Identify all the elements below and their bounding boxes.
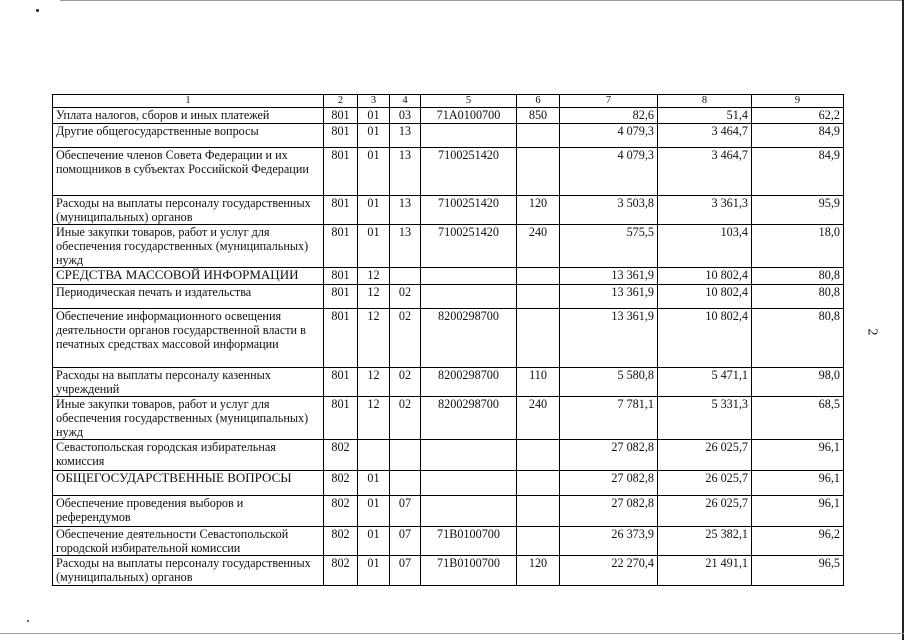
row-ispolneno: 3 464,7 (658, 124, 752, 148)
row-ispolneno: 10 802,4 (658, 309, 752, 368)
row-vr (517, 148, 560, 196)
row-name: Периодическая печать и издательства (53, 285, 324, 309)
row-name: СРЕДСТВА МАССОВОЙ ИНФОРМАЦИИ (53, 268, 324, 285)
row-podrazdel: 07 (390, 527, 421, 556)
table-row (53, 527, 844, 556)
row-razdel: 01 (358, 148, 390, 196)
row-podrazdel: 13 (390, 148, 421, 196)
row-procent: 98,0 (752, 368, 844, 397)
row-vedomstvo: 801 (324, 285, 358, 309)
row-vedomstvo: 801 (324, 148, 358, 196)
column-header: 9 (752, 95, 844, 108)
row-plan: 82,6 (560, 108, 658, 124)
row-razdel: 01 (358, 108, 390, 124)
scan-edge-right (902, 0, 904, 640)
row-csr: 71В0100700 (421, 527, 517, 556)
row-podrazdel (390, 440, 421, 471)
row-razdel: 01 (358, 556, 390, 586)
row-procent: 96,1 (752, 471, 844, 496)
row-vr (517, 309, 560, 368)
row-vedomstvo: 801 (324, 268, 358, 285)
row-csr (421, 440, 517, 471)
row-vedomstvo: 802 (324, 527, 358, 556)
row-csr (421, 285, 517, 309)
row-plan: 575,5 (560, 225, 658, 268)
row-podrazdel: 02 (390, 397, 421, 440)
row-razdel: 12 (358, 397, 390, 440)
row-name: Уплата налогов, сборов и иных платежей (53, 108, 324, 124)
column-header: 6 (517, 95, 560, 108)
row-name: Расходы на выплаты персоналу государственных (муниципальных) органов (53, 556, 324, 586)
row-ispolneno: 103,4 (658, 225, 752, 268)
row-vr: 120 (517, 556, 560, 586)
row-name: Иные закупки товаров, работ и услуг для обеспечения государственных (муниципальных) нужд (53, 225, 324, 268)
row-razdel: 01 (358, 196, 390, 225)
row-vedomstvo: 801 (324, 397, 358, 440)
row-ispolneno: 51,4 (658, 108, 752, 124)
row-name: Обеспечение членов Совета Федерации и их помощников в субъектах Российской Федерации (53, 148, 324, 196)
row-razdel: 01 (358, 496, 390, 527)
table-row (53, 556, 844, 586)
row-podrazdel (390, 471, 421, 496)
column-header: 4 (390, 95, 421, 108)
row-plan: 27 082,8 (560, 440, 658, 471)
row-razdel: 01 (358, 225, 390, 268)
table-row (53, 225, 844, 268)
page-number: 2 (864, 328, 880, 336)
row-csr: 7100251420 (421, 225, 517, 268)
row-procent: 80,8 (752, 285, 844, 309)
row-csr: 8200298700 (421, 397, 517, 440)
row-plan: 27 082,8 (560, 496, 658, 527)
row-procent: 80,8 (752, 268, 844, 285)
table-row (53, 471, 844, 496)
row-razdel: 01 (358, 527, 390, 556)
row-podrazdel: 13 (390, 225, 421, 268)
row-procent: 96,1 (752, 496, 844, 527)
row-procent: 62,2 (752, 108, 844, 124)
row-procent: 80,8 (752, 309, 844, 368)
table-row (53, 440, 844, 471)
column-header: 3 (358, 95, 390, 108)
row-podrazdel: 13 (390, 124, 421, 148)
row-razdel: 01 (358, 471, 390, 496)
row-vr (517, 440, 560, 471)
row-procent: 84,9 (752, 124, 844, 148)
row-podrazdel: 13 (390, 196, 421, 225)
row-plan: 26 373,9 (560, 527, 658, 556)
header-row (53, 95, 844, 108)
row-ispolneno: 21 491,1 (658, 556, 752, 586)
budget-table (52, 94, 844, 586)
row-podrazdel (390, 268, 421, 285)
row-podrazdel: 02 (390, 309, 421, 368)
row-podrazdel: 07 (390, 496, 421, 527)
row-procent: 95,9 (752, 196, 844, 225)
row-csr: 8200298700 (421, 309, 517, 368)
row-plan: 22 270,4 (560, 556, 658, 586)
row-razdel: 12 (358, 368, 390, 397)
row-plan: 3 503,8 (560, 196, 658, 225)
row-ispolneno: 26 025,7 (658, 440, 752, 471)
row-vr: 110 (517, 368, 560, 397)
row-name: Иные закупки товаров, работ и услуг для обеспечения государственных (муниципальных) нужд (53, 397, 324, 440)
row-ispolneno: 10 802,4 (658, 268, 752, 285)
row-plan: 5 580,8 (560, 368, 658, 397)
row-procent: 18,0 (752, 225, 844, 268)
row-ispolneno: 26 025,7 (658, 471, 752, 496)
row-ispolneno: 3 361,3 (658, 196, 752, 225)
row-ispolneno: 5 331,3 (658, 397, 752, 440)
row-csr: 71В0100700 (421, 556, 517, 586)
row-plan: 13 361,9 (560, 285, 658, 309)
table-row (53, 268, 844, 285)
column-header: 8 (658, 95, 752, 108)
row-razdel (358, 440, 390, 471)
row-procent: 96,2 (752, 527, 844, 556)
row-vr (517, 124, 560, 148)
row-plan: 4 079,3 (560, 148, 658, 196)
row-plan: 27 082,8 (560, 471, 658, 496)
row-podrazdel: 07 (390, 556, 421, 586)
column-header: 5 (421, 95, 517, 108)
row-name: Обеспечение проведения выборов и референдумов (53, 496, 324, 527)
column-header: 2 (324, 95, 358, 108)
row-podrazdel: 02 (390, 285, 421, 309)
row-name: Обеспечение деятельности Севастопольской городской избирательной комиссии (53, 527, 324, 556)
row-vedomstvo: 801 (324, 124, 358, 148)
row-vr: 850 (517, 108, 560, 124)
row-plan: 13 361,9 (560, 268, 658, 285)
row-plan: 7 781,1 (560, 397, 658, 440)
row-vedomstvo: 801 (324, 225, 358, 268)
table-row (53, 196, 844, 225)
row-ispolneno: 26 025,7 (658, 496, 752, 527)
row-vedomstvo: 801 (324, 196, 358, 225)
table-row (53, 309, 844, 368)
row-name: Другие общегосударственные вопросы (53, 124, 324, 148)
row-name: Севастопольская городская избирательная комиссия (53, 440, 324, 471)
row-plan: 4 079,3 (560, 124, 658, 148)
row-podrazdel: 03 (390, 108, 421, 124)
row-vr: 120 (517, 196, 560, 225)
row-name: Расходы на выплаты персоналу государственных (муниципальных) органов (53, 196, 324, 225)
row-razdel: 12 (358, 285, 390, 309)
table-body (53, 108, 844, 586)
column-header: 7 (560, 95, 658, 108)
row-csr (421, 124, 517, 148)
column-header: 1 (53, 95, 324, 108)
scan-edge-bottom (0, 633, 904, 634)
row-csr: 8200298700 (421, 368, 517, 397)
row-vr: 240 (517, 397, 560, 440)
row-vedomstvo: 802 (324, 496, 358, 527)
row-vr (517, 471, 560, 496)
row-vedomstvo: 802 (324, 471, 358, 496)
row-csr (421, 268, 517, 285)
row-razdel: 01 (358, 124, 390, 148)
row-vedomstvo: 801 (324, 108, 358, 124)
row-vr (517, 285, 560, 309)
row-vedomstvo: 802 (324, 556, 358, 586)
scan-edge-top (60, 0, 902, 1)
row-vr: 240 (517, 225, 560, 268)
row-ispolneno: 25 382,1 (658, 527, 752, 556)
row-podrazdel: 02 (390, 368, 421, 397)
table-row (53, 368, 844, 397)
row-vedomstvo: 801 (324, 309, 358, 368)
table-row (53, 148, 844, 196)
table-row (53, 496, 844, 527)
scan-speck (36, 9, 39, 12)
row-name: Обеспечение информационного освещения деятельности органов государственной власти в печатных средствах массовой информации (53, 309, 324, 368)
row-vedomstvo: 802 (324, 440, 358, 471)
row-csr (421, 471, 517, 496)
row-vr (517, 496, 560, 527)
row-procent: 84,9 (752, 148, 844, 196)
table-row (53, 397, 844, 440)
row-ispolneno: 3 464,7 (658, 148, 752, 196)
row-csr: 7100251420 (421, 196, 517, 225)
row-csr: 7100251420 (421, 148, 517, 196)
row-razdel: 12 (358, 268, 390, 285)
row-plan: 13 361,9 (560, 309, 658, 368)
row-vedomstvo: 801 (324, 368, 358, 397)
row-name: Расходы на выплаты персоналу казенных учреждений (53, 368, 324, 397)
table-row (53, 124, 844, 148)
row-procent: 96,1 (752, 440, 844, 471)
row-name: ОБЩЕГОСУДАРСТВЕННЫЕ ВОПРОСЫ (53, 471, 324, 496)
row-vr (517, 268, 560, 285)
table-row (53, 285, 844, 309)
scan-speck (27, 620, 29, 622)
row-procent: 96,5 (752, 556, 844, 586)
table-row (53, 108, 844, 124)
row-ispolneno: 5 471,1 (658, 368, 752, 397)
row-ispolneno: 10 802,4 (658, 285, 752, 309)
row-csr: 71А0100700 (421, 108, 517, 124)
row-csr (421, 496, 517, 527)
row-procent: 68,5 (752, 397, 844, 440)
row-razdel: 12 (358, 309, 390, 368)
row-vr (517, 527, 560, 556)
